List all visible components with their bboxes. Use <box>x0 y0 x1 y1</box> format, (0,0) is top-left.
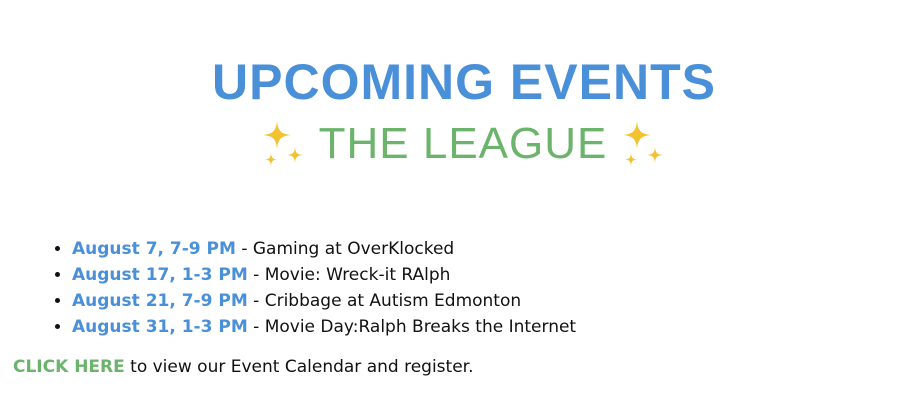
event-description: Movie: Wreck-it RAlph <box>264 265 451 285</box>
sparkles-icon <box>261 119 305 169</box>
event-list <box>45 236 576 340</box>
event-description: Movie Day:Ralph Breaks the Internet <box>264 317 577 337</box>
list-item <box>72 314 576 340</box>
list-item <box>72 288 576 314</box>
event-separator: - <box>247 317 265 337</box>
event-description: Cribbage at Autism Edmonton <box>264 291 522 311</box>
click-here-link[interactable]: CLICK HERE <box>13 357 125 377</box>
callout-text: to view our Event Calendar and register. <box>124 357 474 377</box>
event-date: August 21, 7-9 PM <box>72 291 248 311</box>
list-item <box>72 236 576 262</box>
list-item <box>72 262 576 288</box>
page-title: UPCOMING EVENTS <box>212 54 716 110</box>
event-date: August 31, 1-3 PM <box>72 317 248 337</box>
event-separator: - <box>247 265 265 285</box>
calendar-callout <box>13 354 473 380</box>
event-separator: - <box>247 291 265 311</box>
subtitle-row <box>8 116 918 172</box>
event-separator: - <box>235 239 253 259</box>
event-description: Gaming at OverKlocked <box>252 239 455 259</box>
event-date: August 7, 7-9 PM <box>72 239 236 259</box>
league-subtitle: THE LEAGUE <box>318 119 608 168</box>
sparkles-icon <box>621 119 665 169</box>
event-date: August 17, 1-3 PM <box>72 265 248 285</box>
header <box>0 52 918 172</box>
